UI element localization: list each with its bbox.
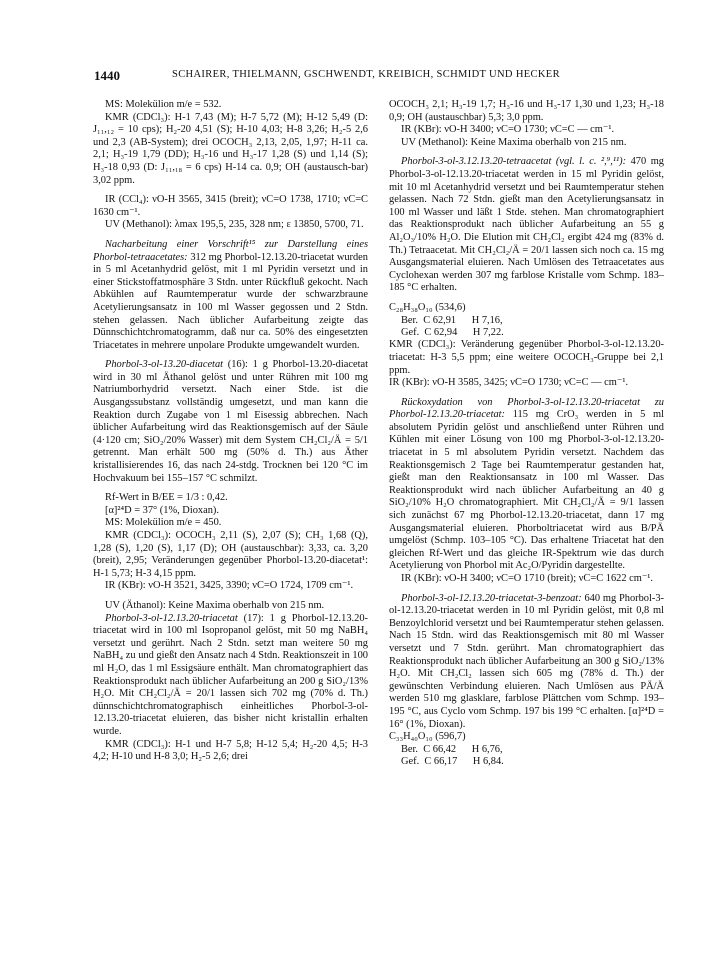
tetraacetate-procedure <box>93 239 368 352</box>
elemental-calculated: Ber. C 66,42 H 6,76, <box>401 743 503 755</box>
uv-data: UV (Methanol): Keine Maxima oberhalb von 215 nm. <box>401 136 627 148</box>
tetraacetate-procedure <box>389 156 664 295</box>
diacetate-procedure <box>93 359 368 485</box>
triacetate-procedure <box>93 613 368 739</box>
procedure-body: 115 mg CrO₃ werden in 5 ml absolutem Pyridin gelöst und anschließend unter Rühren und Kühlen mit einer Lösung von 100 mg Phorbol-3-ol-12.13.20-triacetat in 5 ml absolutem Pyridin versetzt. Nachdem das Reaktionsgemisch 2 Tage bei Raumtemperatur gestanden hat, gießt man den Reaktionsansatz in 100 ml Wasser. Das Reaktionsprodukt wird nach üblicher Aufarbeitung an 40 g SiO₂/10% H₂O chromatographiert. Mit CH₂Cl₂/Ä = 9/1 lassen sich zunächst 67 mg Phorbol-12.13.20-triacetat, dann 17 mg Ausgangsmaterial eluieren. Phorboltriacetat wird aus B/PÄ umgelöst (Schmp. 103–105 °C). Das erhaltene Triacetat hat den gleichen Rf-Wert und das gleiche IR-Spektrum wie das durch Acetylierung von Phorbol mit Ac₂O/Pyridin dargestellte. <box>389 409 664 572</box>
reoxidation-procedure <box>389 397 664 573</box>
benzoate-procedure <box>389 593 664 732</box>
rf-value: Rf-Wert in B/EE = 1/3 : 0,42. <box>105 492 228 504</box>
ir-data: IR (KBr): νO-H 3521, 3425, 3390; νC=O 1724, 1709 cm⁻¹. <box>105 580 354 592</box>
ir-data: IR (KBr): νO-H 3400; νC=O 1710 (breit); νC=C 1622 cm⁻¹. <box>401 573 654 584</box>
elemental-found: Gef. C 62,94 H 7,22. <box>401 326 504 338</box>
ir-data: IR (CCl₄): νO-H 3565, 3415 (breit); νC=O 1738, 1710; νC=C 1630 cm⁻¹. <box>93 194 368 218</box>
elemental-found: Gef. C 66,17 H 6,84. <box>401 756 504 768</box>
procedure-body: 640 mg Phorbol-3-ol-12.13.20-triacetat werden in 10 ml Pyridin gelöst, mit 0,8 ml Benzoylchlorid versetzt und bei Raumtemperatur stehen gelassen. Nach 15 Stdn. wird das Reaktionsgemisch mit 80 ml Wasser versetzt und 7 Stdn. gerührt. Man chromatographiert das Reaktionsprodukt nach üblicher Aufarbeitung an 300 g SiO₂/13% H₂O. Mit CH₂Cl₂ lassen sich 605 mg (78% d. Th.) der gewünschten Verbindung eluieren. Nach Umlösen aus PÄ/Ä werden 510 mg glasklare, farblose Plättchen vom Schmp. 193–195 °C, aus Cyclo vom Schmp. 197 bis 199 °C erhalten. [α]²⁴D = 16° (1%, Dioxan). <box>389 592 664 730</box>
right-column <box>389 99 664 769</box>
running-head-authors: SCHAIRER, THIELMANN, GSCHWENDT, KREIBICH, SCHMIDT UND HECKER <box>172 69 560 80</box>
procedure-title: Phorbol-3-ol-13.20-diacetat <box>105 359 224 371</box>
nmr-data: KMR (CDCl₃): H-1 7,43 (M); H-7 5,72 (M); H-12 5,49 (D: J₁₁,₁₂ = 10 cps); H₂-20 4,51 (S); H-10 4,03; H-8 3,26; H₂-5 2,6 und 2,3 (AB-System); drei OCOCH₃ 2,13, 2,05, 1,97; H-11 ca. 2,1; H₃-19 1,79 (DD); H₃-16 und H₃-17 1,28 (S) und 1,14 (S); H₃-18 0,93 (D: J₁₁,₁₈ = 6 cps) H-14 ca. 0,9; OH (austausch-bar) 3,02 ppm. <box>93 111 368 186</box>
uv-data: UV (Äthanol): Keine Maxima oberhalb von 215 nm. <box>105 599 325 611</box>
running-header <box>0 68 719 84</box>
elemental-formula: C₂₈H₃₈O₁₀ (534,6) <box>389 301 466 313</box>
page-number: 1440 <box>94 68 120 83</box>
nmr-data: KMR (CDCl₃): OCOCH₃ 2,11 (S), 2,07 (S); CH₃ 1,68 (Q), 1,28 (S), 1,20 (S), 1,17 (D); OH (austauschbar): 3,33, ca. 3,20 (breit), 2,95; Veränderungen gegenüber Phorbol-13.20-diacetat¹: H-1 5,73; H-3 4,15 ppm. <box>93 530 368 579</box>
ms-molecular-ion: MS: Molekülion m/e = 532. <box>105 99 222 110</box>
left-column <box>93 99 368 764</box>
procedure-body: 312 mg Phorbol-12.13.20-triacetat wurden in 5 ml Acetanhydrid gelöst, mit 1 ml Pyridin versetzt und in einer Stickstoffatmosphäre 3 Stdn. unter Rückfluß gekocht. Nach Abkühlen auf Raumtemperatur wurde der schwarzbraune Acetylierungsansatz in 100 ml Wasser gegossen und 2 Stdn. stehen gelassen. Nach üblicher Aufarbeitung zeigte das Dünnschichtchromatogramm, daß nur ca. 50% des eingesetzten Triacetates in mehrere unpolare Produkte umgewandelt wurden. <box>93 251 368 351</box>
elemental-calculated: Ber. C 62,91 H 7,16, <box>401 314 503 326</box>
procedure-body: (17): 1 g Phorbol-12.13.20-triacetat wird in 100 ml Isopropanol gelöst, mit 50 mg NaBH₄ versetzt und gerührt. Nach 2 Stdn. setzt man weitere 50 mg NaBH₄ zu und gießt den Ansatz nach 4 Stdn. Reaktionszeit in 100 ml H₂O, das 1 ml Essigsäure enthält. Man chromatographiert das Reaktionsprodukt nach üblicher Aufarbeitung an 200 g SiO₂/13% H₂O. Mit CH₂Cl₂/Ä = 20/1 lassen sich 702 mg (70% d. Th.) dünnschichtchromatographisch einheitliches Phorbol-3-ol-12.13.20-triacetat eluieren, das bisher nicht kristallin erhalten wurde. <box>93 612 368 737</box>
procedure-title: Phorbol-3-ol-12.13.20-triacetat <box>105 612 238 624</box>
ir-data: IR (KBr): νO-H 3585, 3425; νC=O 1730; νC=C — cm⁻¹. <box>389 377 629 389</box>
nmr-data-continued: OCOCH₃ 2,1; H₃-19 1,7; H₃-16 und H₃-17 1,30 und 1,23; H₃-18 0,9; OH (austauschbar) 5,3; 3,0 ppm. <box>389 99 664 123</box>
procedure-title: Nacharbeitung einer Vorschrift¹⁵ zur Darstellung eines Phorbol-tetraacetates: <box>93 238 368 263</box>
nmr-data: KMR (CDCl₃): H-1 und H-7 5,8; H-12 5,4; H₂-20 4,5; H-3 4,2; H-10 und H-8 3,0; H₂-5 2,6; drei <box>93 738 368 763</box>
uv-data: UV (Methanol): λmax 195,5, 235, 328 nm; ε 13850, 5700, 71. <box>105 219 364 231</box>
procedure-body: (16): 1 g Phorbol-13.20-diacetat wird in 30 ml Äthanol gelöst und unter Rühren mit 100 mg Natriumborhydrid versetzt. Nach einer Stde. ist die Ausgangssubstanz vollständig umgesetzt, und man kann die Reaktion durch Zugabe von 1 ml Eisessig abbrechen. Nach üblicher Aufarbeitung wird das Reaktionsgemisch auf der Säule (4·120 cm; SiO₂/20% Wasser) mit dem System CH₂Cl₂/Ä = 5/1 getrennt. Man erhält 500 mg (50% d. Th.) aus Äther kristallisierendes 16, das nach 24-stdg. Trocknen bei 120 °C im Hochvakuum bei 155–157 °C schmilzt. <box>93 359 368 484</box>
procedure-title: Phorbol-3-ol-12.13.20-triacetat-3-benzoat: <box>401 592 582 604</box>
procedure-title: Rückoxydation von Phorbol-3-ol-12.13.20-triacetat zu Phorbol-12.13.20-triacetat: <box>389 396 664 421</box>
ms-molecular-ion: MS: Molekülion m/e = 450. <box>105 517 222 529</box>
procedure-title: Phorbol-3-ol-3.12.13.20-tetraacetat (vgl. l. c. ²,⁹,¹¹): <box>401 156 627 168</box>
ir-data: IR (KBr): νO-H 3400; νC=O 1730; νC=C — cm⁻¹. <box>401 124 615 136</box>
nmr-data: KMR (CDCl₃): Veränderung gegenüber Phorbol-3-ol-12.13.20-triacetat: H-3 5,5 ppm; eine weitere OCOCH₃-Gruppe bei 2,1 ppm. <box>389 339 664 376</box>
optical-rotation: [α]²⁴D = 37° (1%, Dioxan). <box>105 504 219 516</box>
elemental-formula: C₃₃H₄₀O₁₀ (596,7) <box>389 731 466 743</box>
procedure-body: 470 mg Phorbol-3-ol-12.13.20-triacetat werden in 15 ml Pyridin gelöst, mit 10 ml Acetanhydrid versetzt und bei Raumtemperatur stehen gelassen. Nach 72 Stdn. gießt man den Acetylierungsansatz in 100 ml Wasser und läßt 1 Stde. stehen. Man chromatographiert das Reaktionsprodukt nach üblicher Aufarbeitung an 55 g Al₂O₃/10% H₂O. Die Elution mit CH₂Cl₂ ergibt 424 mg (83% d. Th.) Tetraacetat. Mit CH₂Cl₂/Ä = 20/1 lassen sich noch ca. 15 mg Ausgangsmaterial eluieren. Nach Umlösen des Tetraacetates aus Cyclohexan werden 307 mg farblose Kristalle vom Schmp. 183–185 °C erhalten. <box>389 156 664 294</box>
